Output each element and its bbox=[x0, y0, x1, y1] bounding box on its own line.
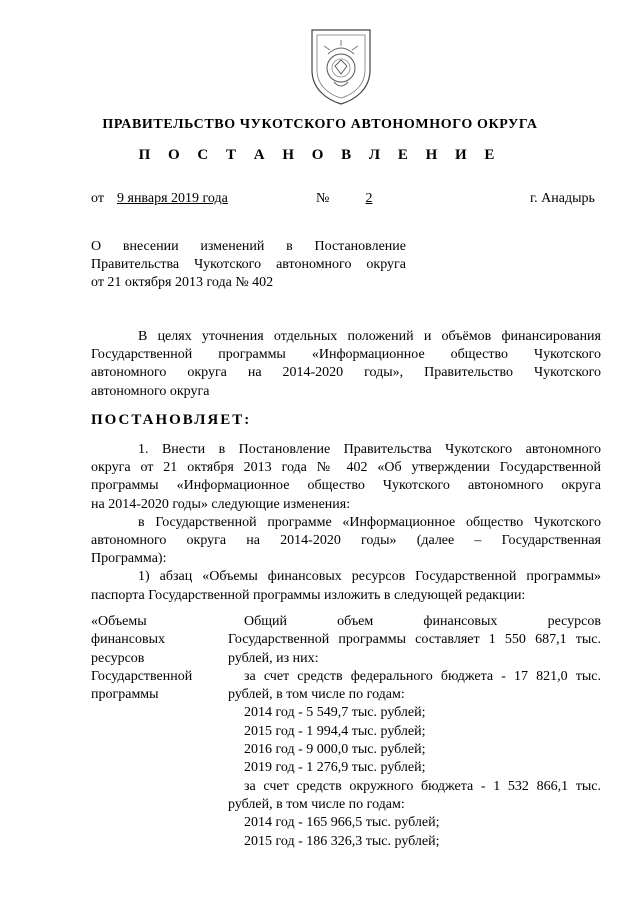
table-right-line: 2019 год - 1 276,9 тыс. рублей; bbox=[244, 760, 426, 776]
document-date: 9 января 2019 года bbox=[117, 191, 228, 206]
document-number: 2 bbox=[365, 191, 373, 206]
document-place: г. Анадырь bbox=[530, 191, 595, 206]
date-prefix: от bbox=[91, 191, 104, 206]
table-left-line: ресурсов bbox=[91, 650, 145, 666]
table-left-cell bbox=[91, 613, 211, 704]
preamble-paragraph bbox=[91, 328, 601, 401]
body-line: 1) абзац «Объемы финансовых ресурсов Государственной программы» bbox=[138, 569, 601, 585]
preamble-line: автономного округа на 2014-2020 годы», Правительство Чукотского bbox=[91, 365, 601, 381]
document-subject bbox=[91, 238, 406, 292]
number-prefix: № bbox=[316, 191, 330, 206]
table-right-line: за счет средств федерального бюджета - 17 821,0 тыс. bbox=[244, 668, 601, 684]
subject-line: Правительства Чукотского автономного округа bbox=[91, 257, 406, 272]
body-paragraphs bbox=[91, 441, 601, 605]
table-right-line: рублей, в том числе по годам: bbox=[228, 796, 405, 812]
table-right-line: Общий объем финансовых ресурсов bbox=[244, 614, 601, 629]
body-line: паспорта Государственной программы изложить в следующей редакции: bbox=[91, 587, 526, 603]
table-right-line: Государственной программы составляет 1 550 687,1 тыс. bbox=[228, 632, 601, 648]
preamble-line: автономного округа bbox=[91, 383, 210, 399]
table-left-line: «Объемы bbox=[91, 614, 147, 629]
body-line: 1. Внести в Постановление Правительства Чукотского автономного bbox=[138, 442, 601, 457]
table-left-line: программы bbox=[91, 687, 159, 703]
table-right-line: 2015 год - 186 326,3 тыс. рублей; bbox=[244, 833, 440, 849]
preamble-line: Государственной программы «Информационное общество Чукотского bbox=[91, 347, 601, 363]
table-right-line: рублей, в том числе по годам: bbox=[228, 687, 405, 703]
body-line: округа от 21 октября 2013 года № 402 «Об утверждении Государственной bbox=[91, 460, 601, 476]
decree-heading: ПОСТАНОВЛЯЕТ: bbox=[91, 412, 252, 428]
body-line: программы «Информационное общество Чукотского автономного округа bbox=[91, 478, 601, 494]
table-right-line: 2015 год - 1 994,4 тыс. рублей; bbox=[244, 723, 426, 739]
subject-line: от 21 октября 2013 года № 402 bbox=[91, 275, 274, 290]
table-left-line: финансовых bbox=[91, 632, 165, 648]
table-right-cell bbox=[228, 613, 601, 851]
body-line: на 2014-2020 годы» следующие изменения: bbox=[91, 496, 351, 512]
body-line: Программа): bbox=[91, 551, 167, 567]
document-type-heading: П О С Т А Н О В Л Е Н И Е bbox=[138, 147, 502, 163]
table-right-line: за счет средств окружного бюджета - 1 532 866,1 тыс. bbox=[244, 778, 601, 794]
coat-of-arms-emblem bbox=[304, 24, 378, 108]
organization-title: ПРАВИТЕЛЬСТВО ЧУКОТСКОГО АВТОНОМНОГО ОКРУГА bbox=[102, 117, 538, 132]
body-line: автономного округа на 2014-2020 годы» (далее – Государственная bbox=[91, 533, 601, 549]
body-line: в Государственной программе «Информационное общество Чукотского bbox=[138, 514, 601, 530]
table-right-line: рублей, из них: bbox=[228, 650, 319, 666]
table-left-line: Государственной bbox=[91, 668, 193, 684]
table-right-line: 2016 год - 9 000,0 тыс. рублей; bbox=[244, 742, 426, 758]
subject-line: О внесении изменений в Постановление bbox=[91, 239, 406, 254]
preamble-line: В целях уточнения отдельных положений и объёмов финансирования bbox=[138, 329, 601, 344]
table-right-line: 2014 год - 5 549,7 тыс. рублей; bbox=[244, 705, 426, 721]
table-right-line: 2014 год - 165 966,5 тыс. рублей; bbox=[244, 815, 440, 831]
